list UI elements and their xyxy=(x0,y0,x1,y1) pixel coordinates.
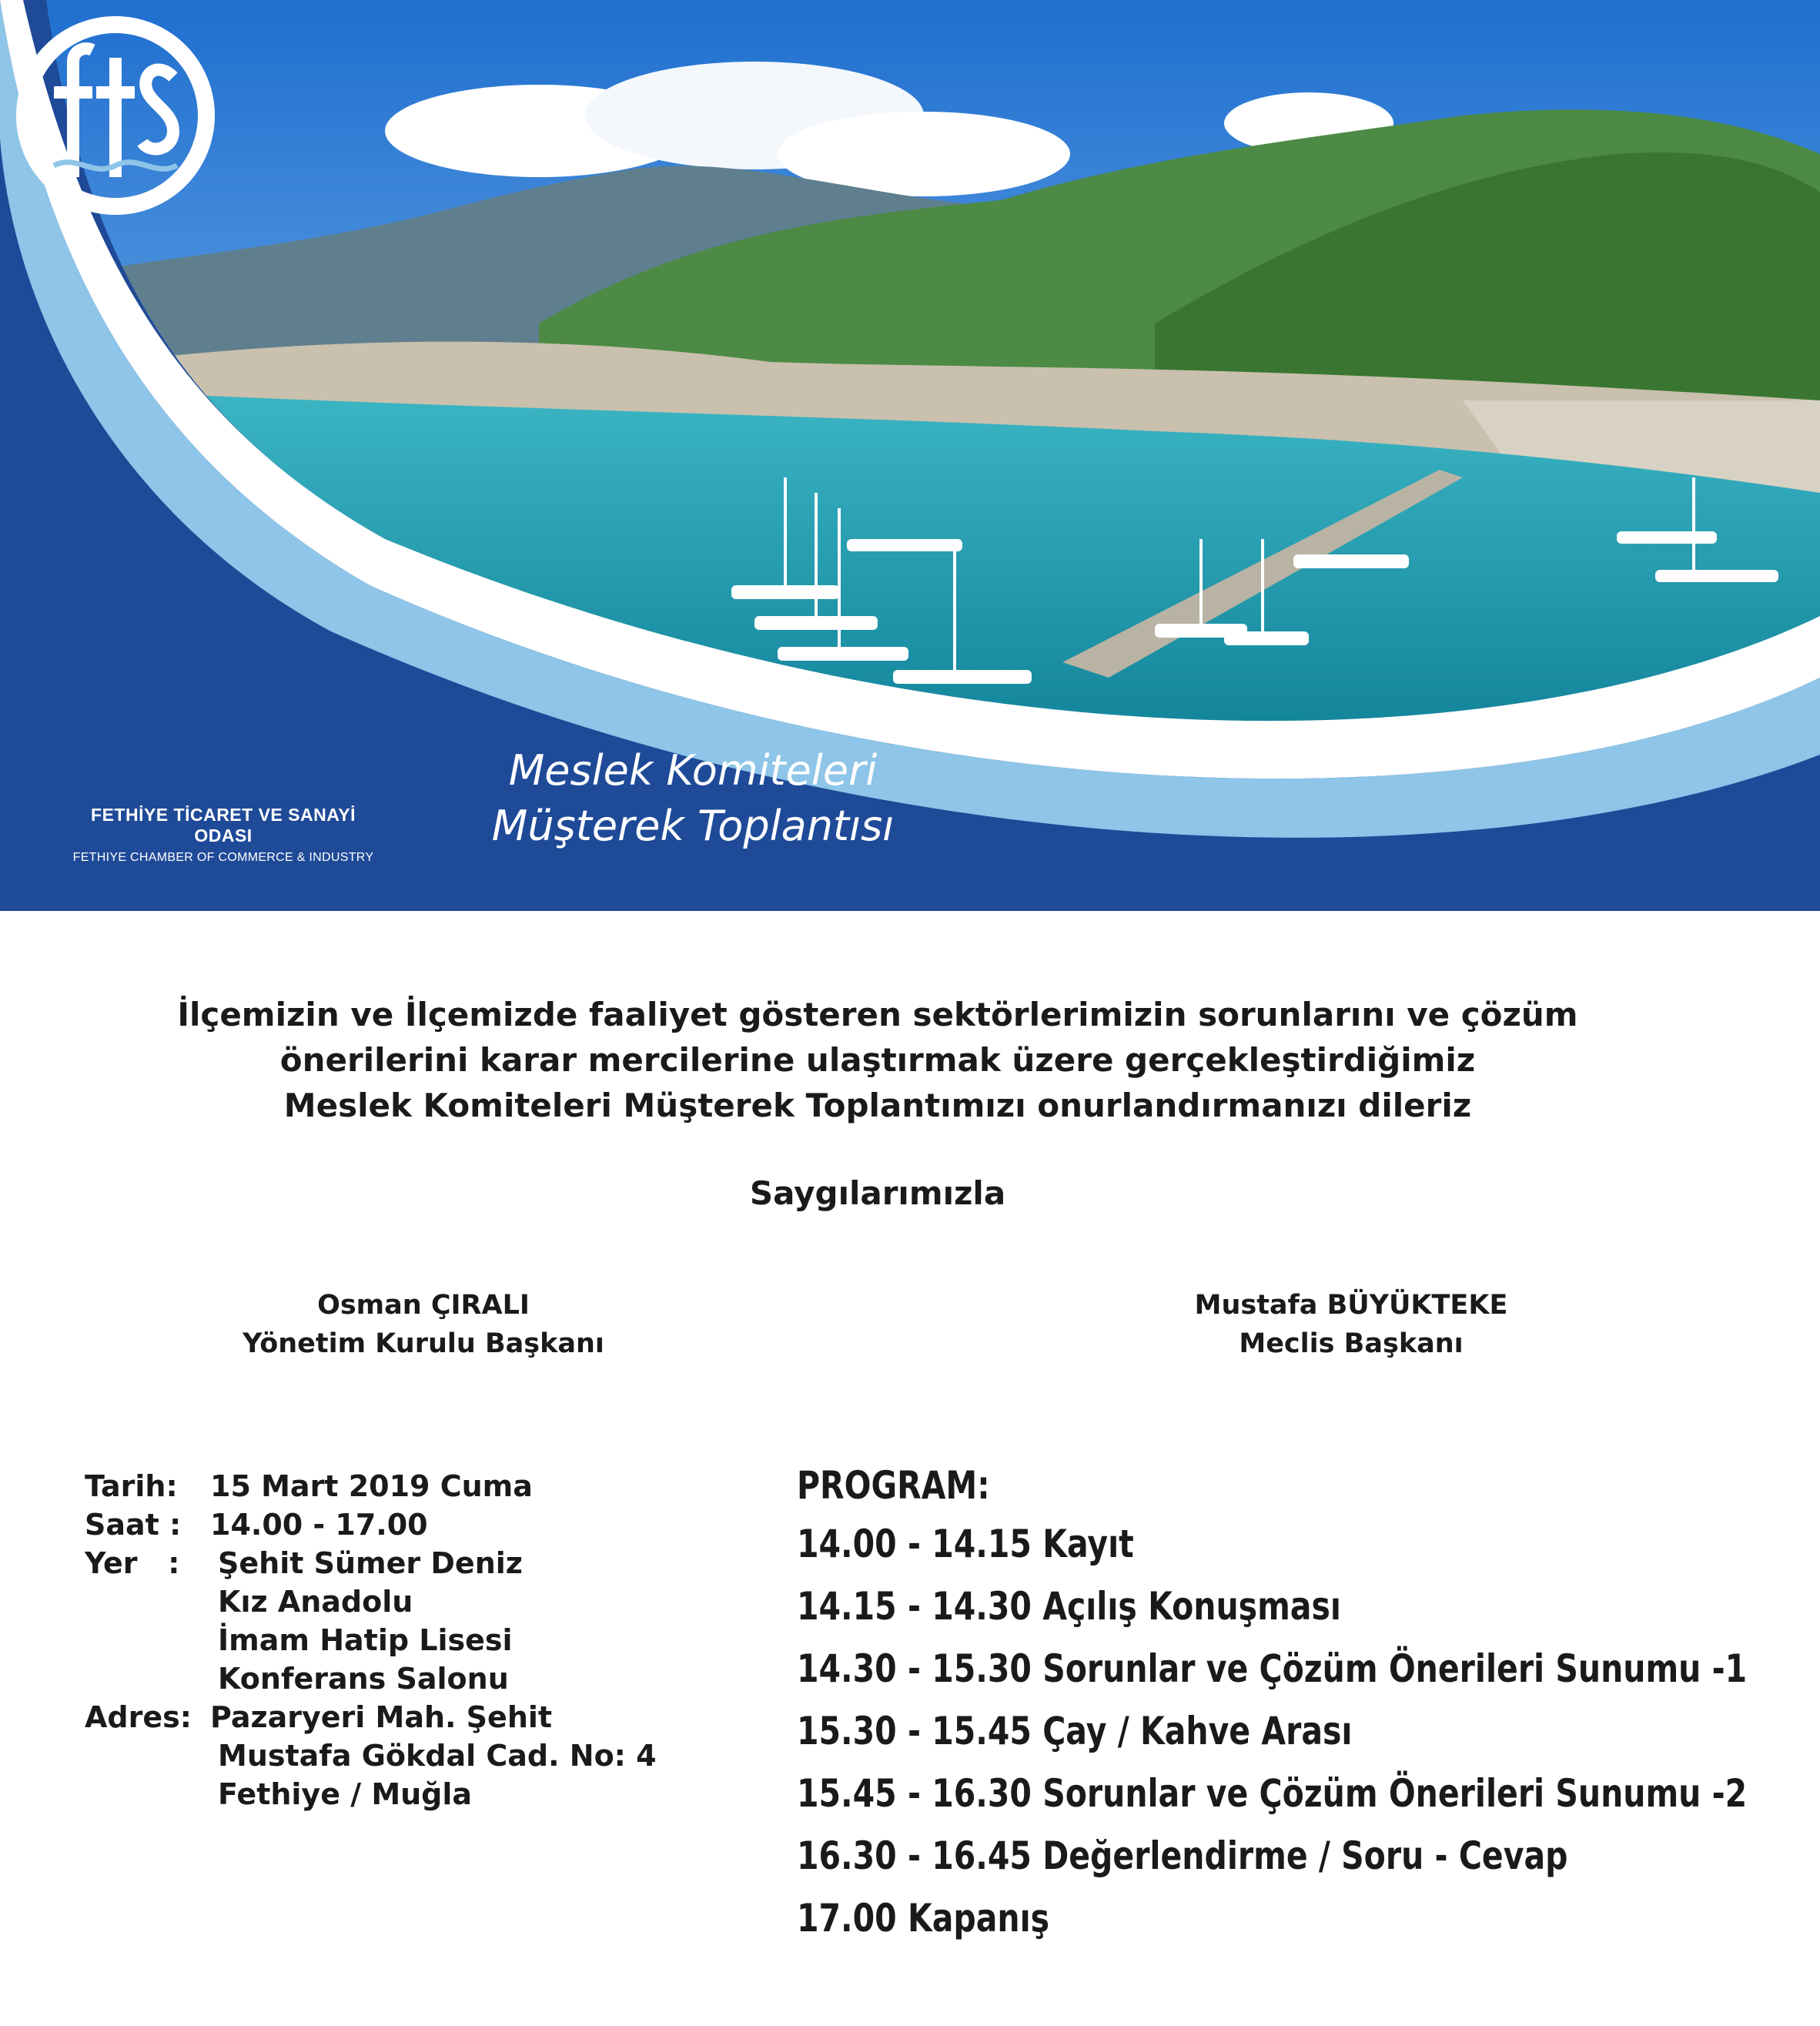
program-item: 15.30 - 15.45 Çay / Kahve Arası xyxy=(797,1709,1353,1753)
header-banner xyxy=(0,0,1820,911)
signatory-name: Mustafa BÜYÜKTEKE xyxy=(1194,1290,1508,1321)
program-item: 14.00 - 14.15 Kayıt xyxy=(797,1522,1134,1566)
date-label: Tarih: xyxy=(85,1469,178,1503)
org-name xyxy=(69,805,377,865)
program-item: 14.30 - 15.30 Sorunlar ve Çözüm Önerileri Sunumu -1 xyxy=(797,1646,1748,1691)
program-item: 15.45 - 16.30 Sorunlar ve Çözüm Önerileri Sunumu -2 xyxy=(797,1771,1748,1816)
signatory-name: Osman ÇIRALI xyxy=(317,1290,530,1321)
place-label: Yer : xyxy=(85,1546,180,1580)
time-value: 14.00 - 17.00 xyxy=(210,1508,428,1542)
time-row xyxy=(85,1505,657,1544)
signatory-role: Meclis Başkanı xyxy=(1239,1328,1464,1359)
title-line-2: Müşterek Toplantısı xyxy=(491,802,895,850)
date-value: 15 Mart 2019 Cuma xyxy=(210,1469,533,1503)
org-name-en: FETHIYE CHAMBER OF COMMERCE & INDUSTRY xyxy=(72,851,374,864)
signatory-left xyxy=(154,1286,693,1363)
date-row xyxy=(85,1467,657,1505)
page-title xyxy=(431,743,955,854)
time-label: Saat : xyxy=(85,1508,182,1542)
address-row xyxy=(85,1698,657,1736)
org-name-tr: FETHİYE TİCARET VE SANAYİ ODASI xyxy=(91,805,356,846)
invitation-text xyxy=(0,992,1755,1128)
signatory-right xyxy=(1082,1286,1621,1363)
intro-line-3: Meslek Komiteleri Müşterek Toplantımızı onurlandırmanızı dileriz xyxy=(283,1087,1472,1124)
title-line-1: Meslek Komiteleri xyxy=(508,746,878,795)
signatory-role: Yönetim Kurulu Başkanı xyxy=(243,1328,604,1359)
program-list xyxy=(797,1463,1747,1958)
place-line: İmam Hatip Lisesi xyxy=(218,1623,513,1657)
place-row xyxy=(85,1544,657,1582)
regards: Saygılarımızla xyxy=(749,1174,1006,1212)
logo-icon xyxy=(0,0,231,231)
address-line: Pazaryeri Mah. Şehit xyxy=(210,1700,553,1734)
address-line: Mustafa Gökdal Cad. No: 4 xyxy=(218,1739,657,1773)
program-heading: PROGRAM: xyxy=(797,1463,990,1508)
address-label: Adres: xyxy=(85,1700,192,1734)
address-line: Fethiye / Muğla xyxy=(218,1777,473,1811)
intro-line-1: İlçemizin ve İlçemizde faaliyet gösteren sektörlerimizin sorunlarını ve çözüm xyxy=(177,996,1578,1033)
place-line: Kız Anadolu xyxy=(218,1585,413,1619)
place-line: Şehit Sümer Deniz xyxy=(218,1546,523,1580)
intro-line-2: önerilerini karar mercilerine ulaştırmak üzere gerçekleştirdiğimiz xyxy=(279,1041,1476,1079)
place-line: Konferans Salonu xyxy=(218,1662,509,1696)
program-item: 17.00 Kapanış xyxy=(797,1896,1050,1941)
program-item: 14.15 - 14.30 Açılış Konuşması xyxy=(797,1584,1341,1629)
event-details xyxy=(85,1467,657,1813)
program-item: 16.30 - 16.45 Değerlendirme / Soru - Cevap xyxy=(797,1833,1568,1878)
